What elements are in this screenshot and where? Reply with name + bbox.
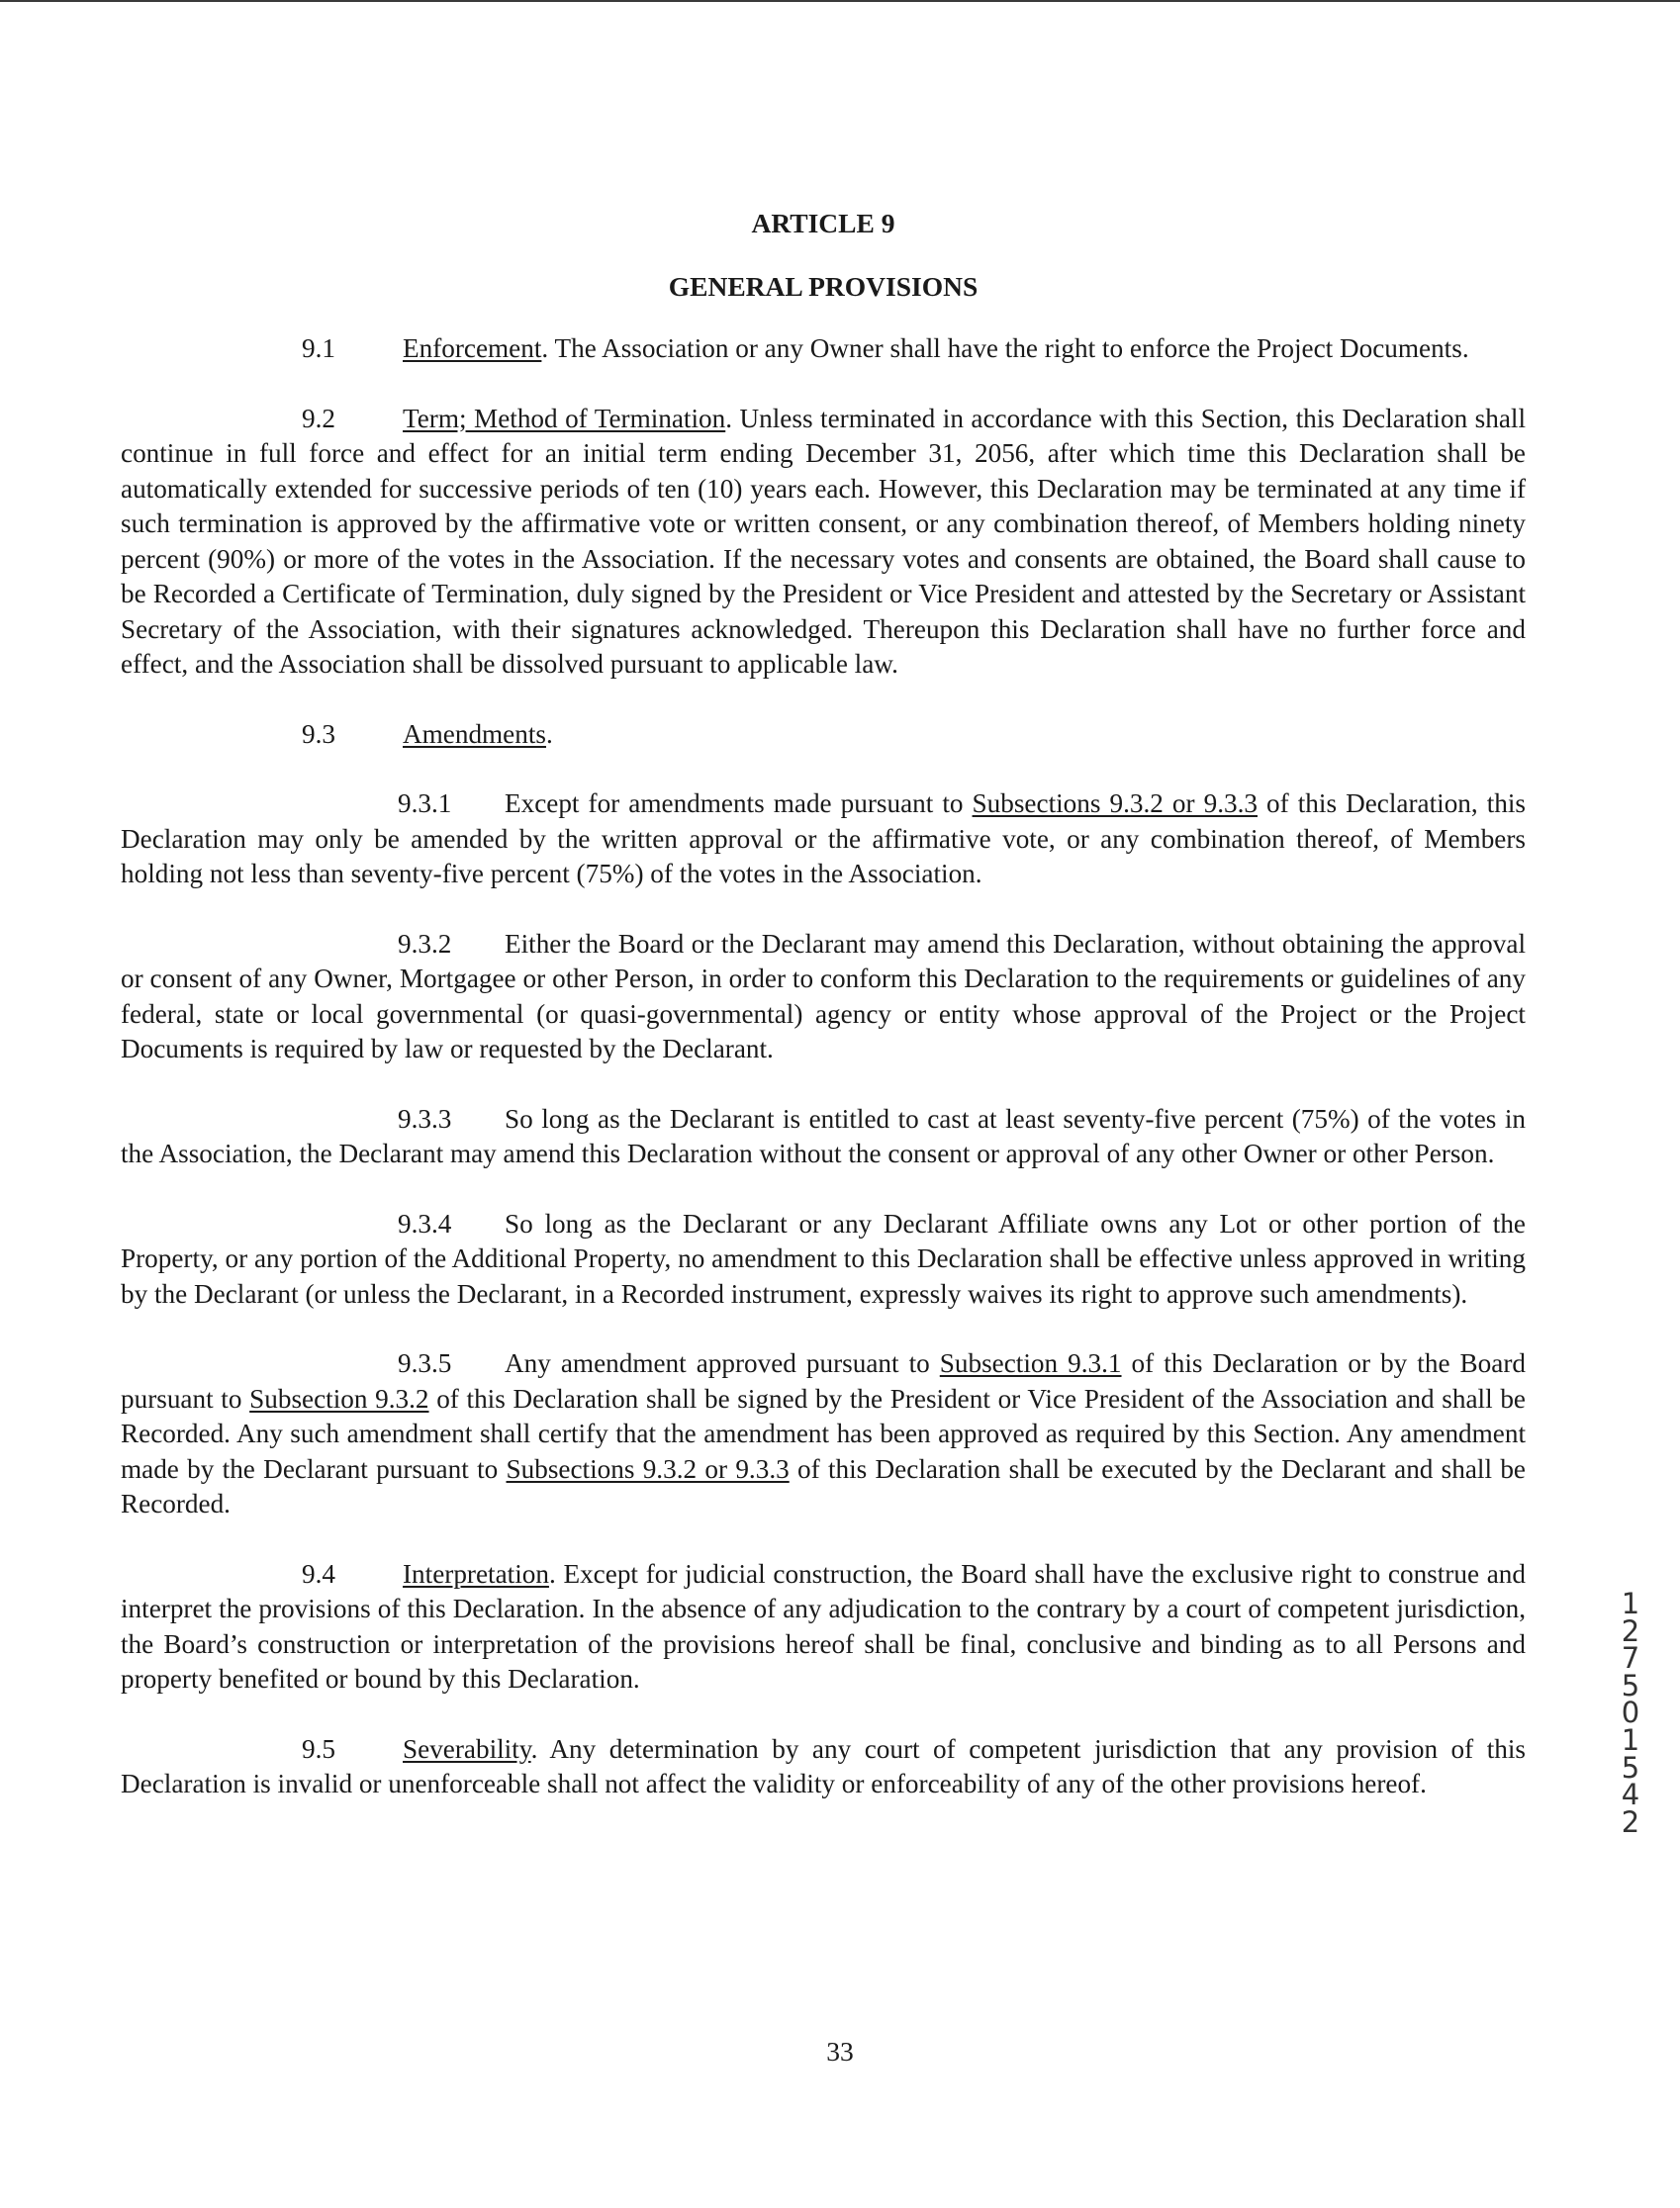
- section-text: . Unless terminated in accordance with this Section, this Declaration shall continue in full force and effect for an initial term ending December 31, 2056, after which time this Declaration shall be automatically extended for successive periods of ten (10) years each. However, this Declaration may be terminated at any time if such termination is approved by the affirmative vote or written consent, or any combination thereof, of Members holding ninety percent (90%) or more of the votes in the Association. If the necessary votes and consents are obtained, the Board shall cause to be Recorded a Certificate of Termination, duly signed by the President or Vice President and attested by the Secretary or Assistant Secretary of the Association, with their signatures acknowledged. Thereupon this Declaration shall have no further force and effect, and the Association shall be dissolved pursuant to applicable law.: [121, 403, 1526, 679]
- section-number: 9.3: [302, 718, 335, 749]
- subsection-9-3-4: [121, 1207, 1526, 1313]
- subsection-9-3-2: [121, 927, 1526, 1067]
- subsection-text: Any amendment approved pursuant to: [505, 1348, 940, 1378]
- subsection-text: of this Declaration shall be executed by the Declarant and shall be Recorded.: [121, 1453, 1526, 1518]
- stamp-digit: 5: [1621, 1668, 1640, 1702]
- section-text: . Any determination by any court of competent jurisdiction that any provision of this Declaration is invalid or unenforceable shall not affect the validity or enforceability of any of the other provisions hereof.: [121, 1733, 1526, 1798]
- subsection-number: 9.3.3: [398, 1103, 452, 1134]
- section-text: . The Association or any Owner shall have the right to enforce the Project Documents.: [541, 333, 1469, 363]
- section-9-2: [121, 402, 1526, 683]
- subsection-text: of this Declaration shall be signed by the President or Vice President of the Association and shall be Recorded. Any such amendment shall certify that the amendment has been approved as required by this Section. Any amendment made by the Declarant pursuant to: [121, 1383, 1526, 1484]
- section-text: .: [545, 718, 553, 749]
- section-text: . Except for judicial construction, the Board shall have the exclusive right to construe and interpret the provisions of this Declaration. In the absence of any adjudication to the contrary by a court of competent jurisdiction, the Board’s construction or interpretation of the provisions hereof shall be final, conclusive and binding as to all Persons and property benefited or bound by this Declaration.: [121, 1558, 1526, 1694]
- section-number: 9.5: [302, 1733, 335, 1764]
- cross-reference: Subsection 9.3.1: [939, 1348, 1122, 1378]
- stamp-digit: 1: [1621, 1722, 1640, 1757]
- section-9-5: [121, 1732, 1526, 1802]
- article-title: ARTICLE 9: [751, 208, 895, 238]
- section-9-1: [121, 331, 1526, 367]
- stamp-digit: 5: [1621, 1750, 1640, 1785]
- section-9-3: [121, 717, 1526, 753]
- section-heading: Term; Method of Termination: [403, 403, 726, 433]
- subsection-9-3-1: [121, 786, 1526, 892]
- subsection-text: So long as the Declarant is entitled to cast at least seventy-five percent (75%) of the votes in the Association, the Declarant may amend this Declaration without the consent or approval of any other Owner or other Person.: [121, 1103, 1526, 1168]
- section-number: 9.4: [302, 1558, 335, 1589]
- cross-reference: Subsection 9.3.2: [249, 1383, 429, 1414]
- subsection-text: of this Declaration, this Declaration may only be amended by the written approval or the affirmative vote, or any combination thereof, of Members holding not less than seventy-five percent (75%) of the votes in the Association.: [121, 788, 1527, 888]
- subsection-text: So long as the Declarant or any Declarant Affiliate owns any Lot or other portion of the Property, or any portion of the Additional Property, no amendment to this Declaration shall be effective unless approved in writing by the Declarant (or unless the Declarant, in a Recorded instrument, expressly waives its right to approve such amendments).: [121, 1208, 1526, 1309]
- subsection-number: 9.3.1: [398, 788, 452, 818]
- stamp-digit: 2: [1621, 1613, 1640, 1648]
- subsection-text: Either the Board or the Declarant may amend this Declaration, without obtaining the approval or consent of any Owner, Mortgagee or other Person, in order to conform this Declaration to the requirements or guidelines of any federal, state or local governmental (or quasi-governmental) agency or entity whose approval of the Project or the Project Documents is required by law or requested by the Declarant.: [121, 928, 1526, 1063]
- subsection-text: Except for amendments made pursuant to: [505, 788, 973, 818]
- section-heading: Enforcement: [403, 333, 542, 363]
- subsection-text: of this Declaration or by the Board pursuant to: [121, 1348, 1526, 1414]
- subsection-9-3-3: [121, 1102, 1526, 1172]
- section-heading: Interpretation: [403, 1558, 549, 1589]
- stamp-digit: 2: [1621, 1804, 1640, 1839]
- stamp-digit: 0: [1621, 1696, 1640, 1730]
- section-number: 9.1: [302, 333, 335, 363]
- section-title: GENERAL PROVISIONS: [668, 270, 979, 302]
- stamp-digit: 1: [1621, 1587, 1640, 1620]
- cross-reference: Subsections 9.3.2 or 9.3.3: [972, 788, 1258, 818]
- section-heading: Severability: [403, 1733, 531, 1764]
- top-border-line: [0, 0, 1680, 2]
- page-number: 33: [826, 2036, 854, 2067]
- subsection-number: 9.3.2: [398, 928, 452, 959]
- subsection-number: 9.3.4: [398, 1208, 452, 1239]
- recording-stamp: [1611, 1587, 1650, 1839]
- section-heading: Amendments: [403, 718, 546, 749]
- section-9-4: [121, 1557, 1526, 1698]
- section-number: 9.2: [302, 403, 335, 433]
- document-body: [121, 206, 1526, 1837]
- cross-reference: Subsections 9.3.2 or 9.3.3: [506, 1453, 790, 1484]
- stamp-digit: 7: [1621, 1641, 1640, 1676]
- stamp-digit: 4: [1621, 1778, 1640, 1812]
- subsection-9-3-5: [121, 1346, 1526, 1522]
- subsection-number: 9.3.5: [398, 1348, 452, 1378]
